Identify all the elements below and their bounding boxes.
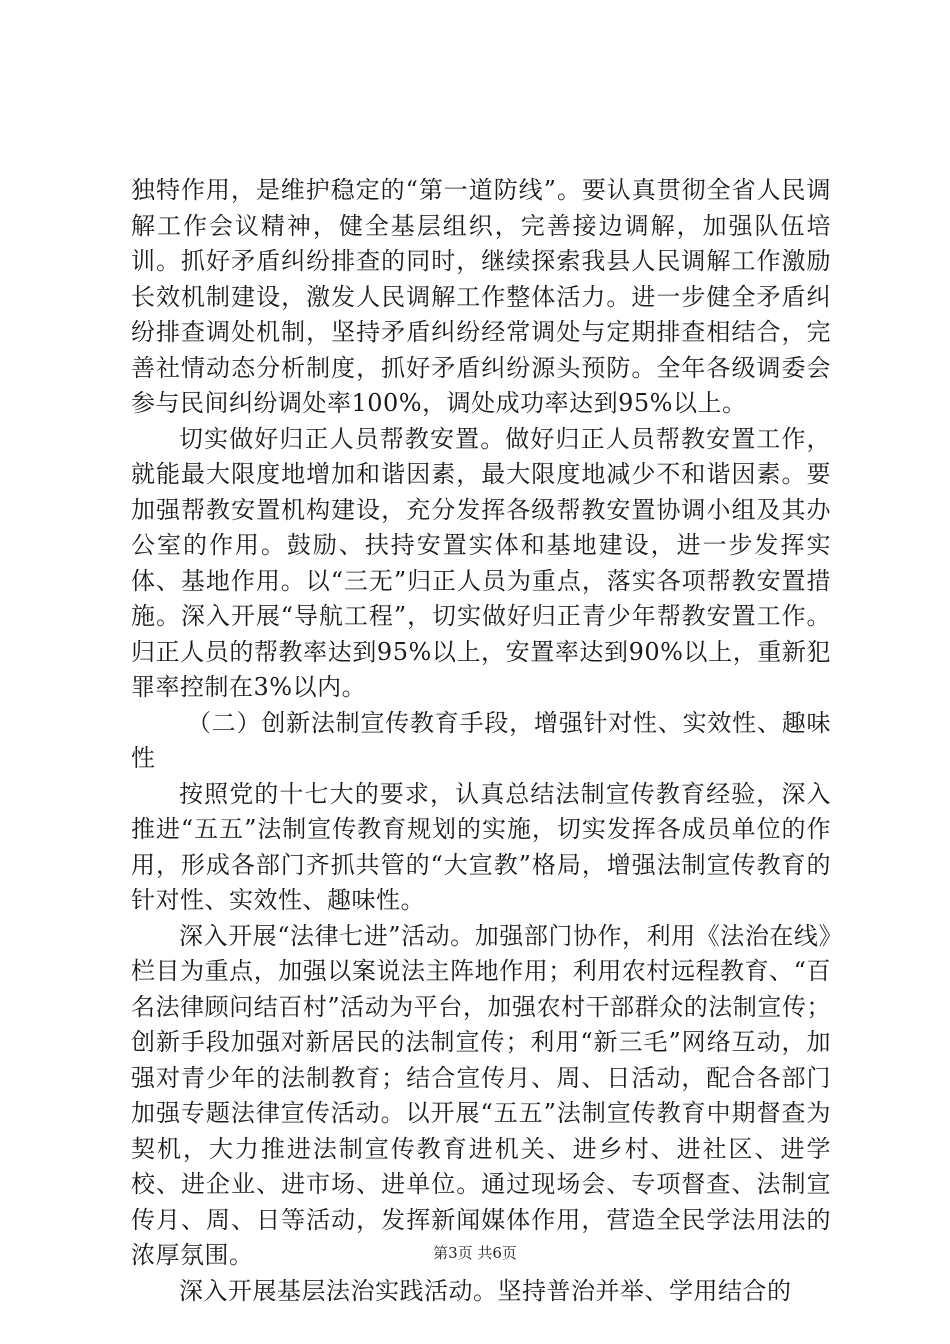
page-number-footer: 第3页 共6页 [433,1244,517,1262]
paragraph-legal-education-overview: 按照党的十七大的要求，认真总结法制宣传教育经验，深入推进“五五”法制宣传教育规划的实施，切实发挥各成员单位的作用，形成各部门齐抓共管的“大宣教”格局，增强法制宣传教育的针对性、实效性、趣味性。 [131,779,831,914]
section-heading-legal-education: （二）创新法制宣传教育手段，增强针对性、实效性、趣味性 [131,708,831,772]
paragraph-law-seven-entries: 深入开展“法律七进”活动。加强部门协作，利用《法治在线》栏目为重点，加强以案说法主阵地作用；利用农村远程教育、“百名法律顾问结百村”活动为平台，加强农村干部群众的法制宣传；创新手段加强对新居民的法制宣传；利用“新三毛”网络互动，加强对青少年的法制教育；结合宣传月、周、日活动，配合各部门加强专题法律宣传活动。以开展“五五”法制宣传教育中期督查为契机，大力推进法制宣传教育进机关、进乡村、进社区、进学校、进企业、进市场、进单位。通过现场会、专项督查、法制宣传月、周、日等活动，发挥新闻媒体作用，营造全民学法用法的浓厚氛围。 [131,921,831,1269]
paragraph-mediation-continued: 独特作用，是维护稳定的“第一道防线”。要认真贯彻全省人民调解工作会议精神，健全基层组织，完善接边调解，加强队伍培训。抓好矛盾纠纷排查的同时，继续探索我县人民调解工作激励长效机制建设，激发人民调解工作整体活力。进一步健全矛盾纠纷排查调处机制，坚持矛盾纠纷经常调处与定期排查相结合，完善社情动态分析制度，抓好矛盾纠纷源头预防。全年各级调委会参与民间纠纷调处率100%，调处成功率达到95%以上。 [131,176,831,417]
document-body [131,173,831,1309]
paragraph-grassroots-practice: 深入开展基层法治实践活动。坚持普治并举、学用结合的 [179,1276,792,1305]
paragraph-rehabilitation: 切实做好归正人员帮教安置。做好归正人员帮教安置工作，就能最大限度地增加和谐因素，最大限度地减少不和谐因素。要加强帮教安置机构建设，充分发挥各级帮教安置协调小组及其办公室的作用。鼓励、扶持安置实体和基地建设，进一步发挥实体、基地作用。以“三无”归正人员为重点，落实各项帮教安置措施。深入开展“导航工程”，切实做好归正青少年帮教安置工作。归正人员的帮教率达到95%以上，安置率达到90%以上，重新犯罪率控制在3%以内。 [131,424,831,701]
